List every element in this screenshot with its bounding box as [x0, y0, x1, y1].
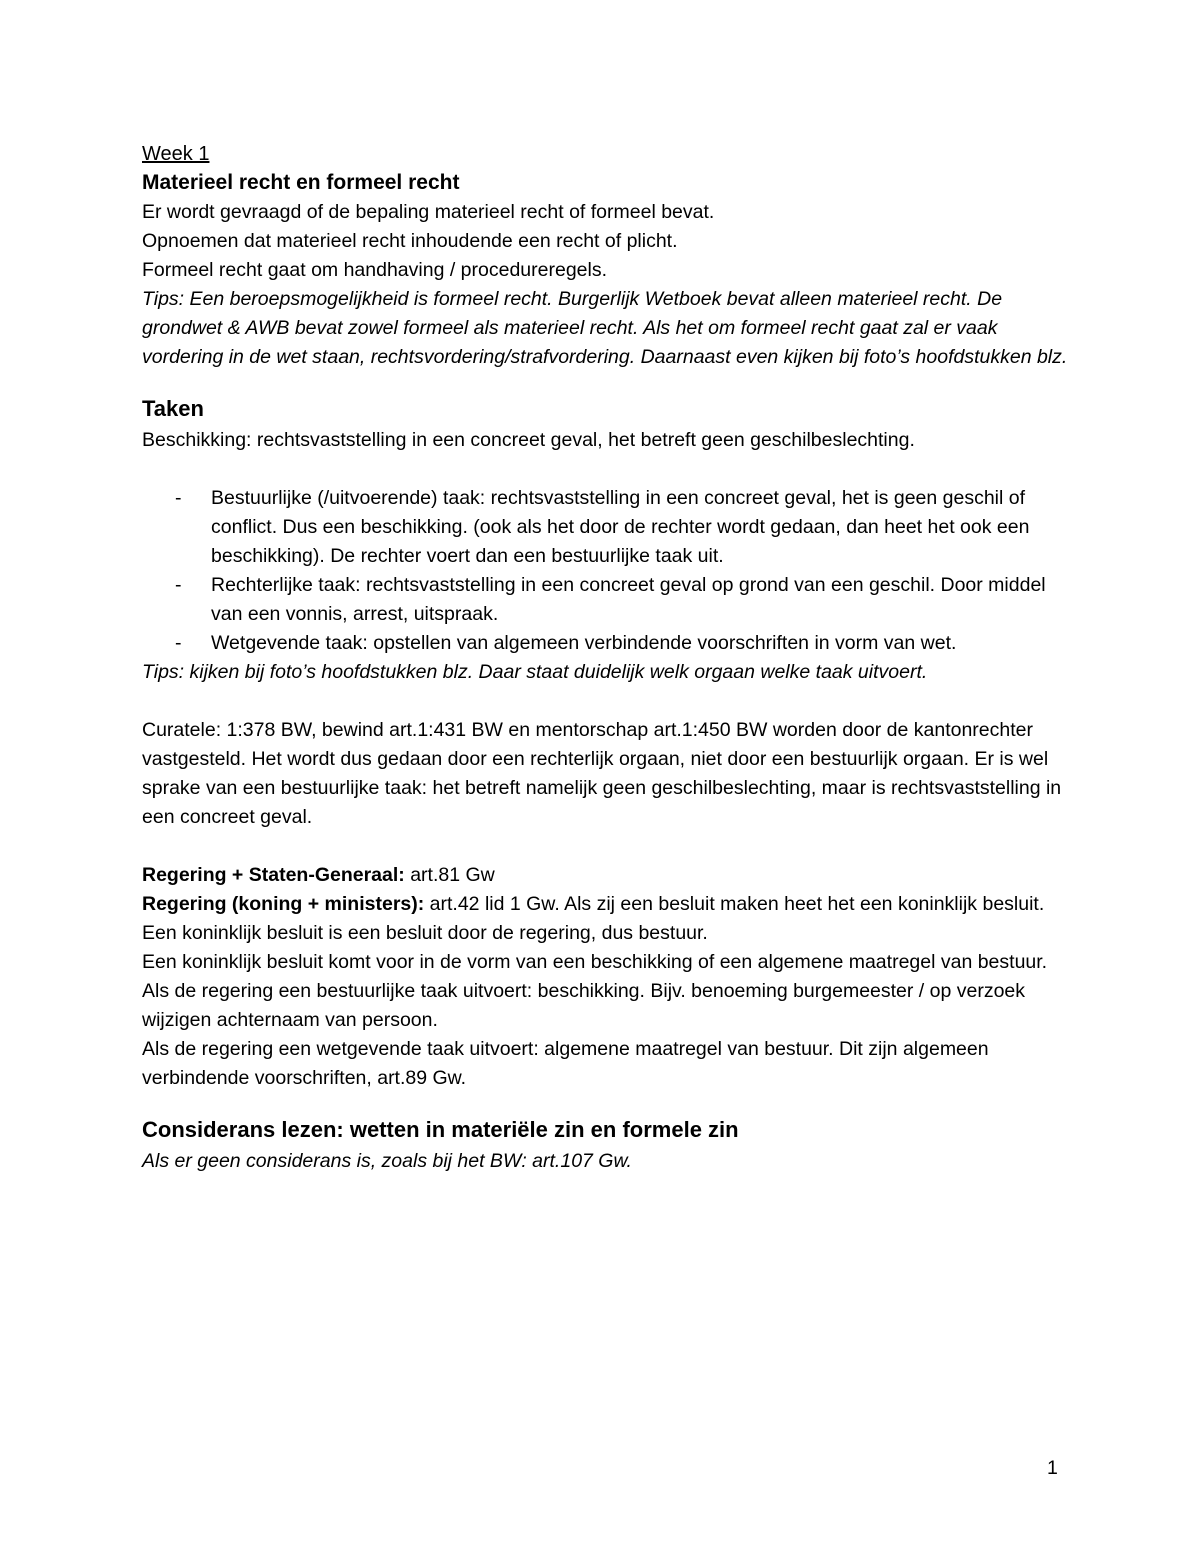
list-item	[142, 484, 1072, 571]
list-dash: -	[175, 487, 182, 509]
beschikking-definition: Beschikking: rechtsvaststelling in een concreet geval, het betreft geen geschilbeslechting.	[142, 429, 915, 451]
list-dash: -	[175, 574, 182, 596]
list-item	[142, 571, 1072, 629]
tips-paragraph: Tips: Een beroepsmogelijkheid is formeel recht. Burgerlijk Wetboek bevat alleen materieel recht. De grondwet & AWB bevat zowel formeel als materieel recht. Als het om formeel recht gaat zal er vaak vordering in de wet staan, rechtsvordering/strafvordering. Daarnaast even kijken bij foto’s hoofdstukken blz.	[142, 288, 1068, 368]
list-dash: -	[175, 632, 182, 654]
paragraph-line: Er wordt gevraagd of de bepaling materieel recht of formeel bevat.	[142, 201, 715, 223]
document-content	[142, 140, 1072, 1176]
section-heading-materieel-formeel: Materieel recht en formeel recht	[142, 171, 460, 194]
paragraph-line: Opnoemen dat materieel recht inhoudende een recht of plicht.	[142, 230, 678, 252]
paragraph: Als de regering een wetgevende taak uitvoert: algemene maatregel van bestuur. Dit zijn algemeen verbindende voorschriften, art.89 Gw.	[142, 1038, 989, 1089]
paragraph-text: art.42 lid 1 Gw. Als zij een besluit maken heet het een koninklijk besluit. Een koninklijk besluit is een besluit door de regering, dus bestuur.	[142, 893, 1045, 944]
line-text: art.81 Gw	[404, 864, 495, 886]
section-heading-considerans: Considerans lezen: wetten in materiële zin en formele zin	[142, 1117, 739, 1142]
list-item-text: Wetgevende taak: opstellen van algemeen verbindende voorschriften in vorm van wet.	[211, 632, 957, 654]
paragraph: Als de regering een bestuurlijke taak uitvoert: beschikking. Bijv. benoeming burgemeester / op verzoek wijzigen achternaam van persoon.	[142, 980, 1026, 1031]
list-item-text: Rechterlijke taak: rechtsvaststelling in een concreet geval op grond van een geschil. Door middel van een vonnis, arrest, uitspraak.	[211, 574, 1046, 625]
bold-label: Regering (koning + ministers):	[142, 893, 425, 915]
tips-paragraph: Tips: kijken bij foto’s hoofdstukken blz. Daar staat duidelijk welk orgaan welke taak uitvoert.	[142, 661, 928, 683]
week-title: Week 1	[142, 143, 210, 165]
regering-staten-generaal-line	[142, 861, 1072, 890]
bold-label: Regering + Staten-Generaal:	[142, 864, 405, 886]
section-heading-taken: Taken	[142, 396, 204, 421]
task-list	[142, 484, 1072, 658]
curatele-paragraph: Curatele: 1:378 BW, bewind art.1:431 BW en mentorschap art.1:450 BW worden door de kantonrechter vastgesteld. Het wordt dus gedaan door een rechterlijk orgaan, niet door een bestuurlijk orgaan. Er is wel sprake van een bestuurlijke taak: het betreft namelijk geen geschilbeslechting, maar is rechtsvaststelling in een concreet geval.	[142, 719, 1062, 828]
list-item-text: Bestuurlijke (/uitvoerende) taak: rechtsvaststelling in een concreet geval, het is geen geschil of conflict. Dus een beschikking. (ook als het door de rechter wordt gedaan, dan heet het ook een beschikking). De rechter voert dan een bestuurlijke taak uit.	[211, 487, 1030, 567]
considerans-note: Als er geen considerans is, zoals bij het BW: art.107 Gw.	[142, 1150, 632, 1172]
paragraph-line: Formeel recht gaat om handhaving / procedureregels.	[142, 259, 608, 281]
paragraph: Een koninklijk besluit komt voor in de vorm van een beschikking of een algemene maatregel van bestuur.	[142, 951, 1048, 973]
regering-koning-ministers-paragraph	[142, 890, 1072, 948]
list-item	[142, 629, 1072, 658]
page-number: 1	[1047, 1457, 1058, 1479]
